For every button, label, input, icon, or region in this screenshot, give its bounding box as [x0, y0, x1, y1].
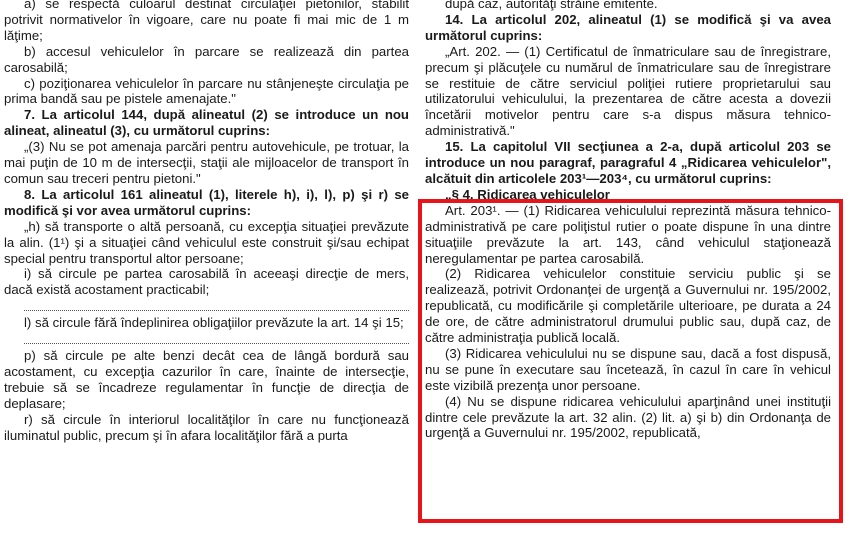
paragraph: l) să circule fără îndeplinirea obligaţiilor prevăzute la art. 14 şi 15;	[24, 315, 404, 331]
right-column	[425, 0, 831, 441]
paragraph: p) să circule pe alte benzi decât cea de lângă bordură sau acostament, cu excepţia cazurilor în care, înainte de intersecţie, trebuie să se încadreze regulamentar în funcţie de direcţia de deplasare;	[4, 348, 409, 411]
paragraph: după caz, autorităţi străine emitente.	[445, 0, 658, 11]
heading-text: 14. La articolul 202, alineatul (1) se modifică şi va avea următorul cuprins:	[425, 11, 831, 43]
omission-dots	[24, 334, 409, 344]
paragraph: c) poziţionarea vehiculelor în parcare nu stânjeneşte circulaţia pe prima bandă sau pe pistele amenajate."	[4, 75, 409, 107]
subsection-title	[425, 187, 831, 203]
heading-text: 7. La articolul 144, după alineatul (2) se introduce un nou alineat, alineatul (3), cu următorul cuprins:	[4, 107, 409, 139]
paragraph: (2) Ridicarea vehiculelor constituie serviciu public şi se realizează, potrivit Ordonanţei de urgenţă a Guvernului nr. 195/2002, republicată, cu modificările şi completările ulterioare, pe durata a 24 de ore, de către administratorul drumului public sau, după caz, de către administraţia publică locală.	[425, 266, 831, 346]
section-heading	[425, 139, 831, 187]
paragraph: r) să circule în interiorul localităţilor în care nu funcţionează iluminatul public, precum şi în afara localităţilor fără a purta	[4, 411, 409, 443]
paragraph: „h) să transporte o altă persoană, cu excepţia situaţiei prevăzute la alin. (1¹) şi a situaţiei când vehiculul este construit şi/sau echipat special pentru transportul altor persoane;	[4, 218, 409, 266]
left-column	[4, 0, 409, 444]
section-heading	[425, 12, 831, 44]
heading-text: 8. La articolul 161 alineatul (1), literele h), i), l), p) şi r) se modifică şi vor avea următorul cuprins:	[4, 186, 409, 218]
paragraph: (4) Nu se dispune ridicarea vehiculului aparţinând unei instituţii dintre cele prevăzute la art. 32 alin. (2) lit. a) şi b) din Ordonanţa de urgenţă a Guvernului nr. 195/2002, republicată,	[425, 393, 831, 441]
heading-text: 15. La capitolul VII secţiunea a 2-a, după articolul 203 se introduce un nou paragraf, paragraful 4 „Ridicarea vehiculelor", alcătuit din articolele 203¹—203⁴, cu următorul cuprins:	[425, 139, 831, 186]
omission-dots	[24, 301, 409, 311]
paragraph: „(3) Nu se pot amenaja parcări pentru autovehicule, pe trotuar, la mai puţin de 10 m de intersecţii, staţii ale mijloacelor de transport în comun sau treceri pentru pietoni."	[4, 139, 409, 186]
paragraph: Art. 203¹. — (1) Ridicarea vehiculului reprezintă măsura tehnico-administrativă pe care poliţistul rutier o poate dispune în una dintre situaţiile prevăzute la art. 143, când vehiculul staţionează neregulamentar pe partea carosabilă.	[425, 202, 831, 266]
section-heading	[4, 187, 409, 219]
paragraph: (3) Ridicarea vehiculului nu se dispune sau, dacă a fost dispusă, nu se pune în executare sau încetează, în cazul în care în vehicul este vizibilă prezenţa unor persoane.	[425, 345, 831, 393]
paragraph: i) să circule pe partea carosabilă în aceeaşi direcţie de mers, dacă există acostament practicabil;	[4, 266, 409, 298]
paragraph: b) accesul vehiculelor în parcare se realizează din partea carosabilă;	[4, 43, 409, 75]
section-heading	[4, 107, 409, 139]
paragraph: „Art. 202. — (1) Certificatul de înmatriculare sau de înregistrare, precum şi plăcuţele cu numărul de înmatriculare sau de înregistrare se restituie de către serviciul poliţiei rutiere proprietarului sau utilizatorului vehiculului, la prezentarea de către acesta a dovezii încetării motivelor pentru care s-a dispus măsura tehnico-administrativă."	[425, 43, 831, 139]
subsection-title-text: „§ 4. Ridicarea vehiculelor	[445, 186, 610, 202]
paragraph: a) se respectă culoarul destinat circulaţiei pietonilor, stabilit potrivit normativelor în vigoare, care nu poate fi mai mic de 1 m lăţime;	[4, 0, 409, 43]
